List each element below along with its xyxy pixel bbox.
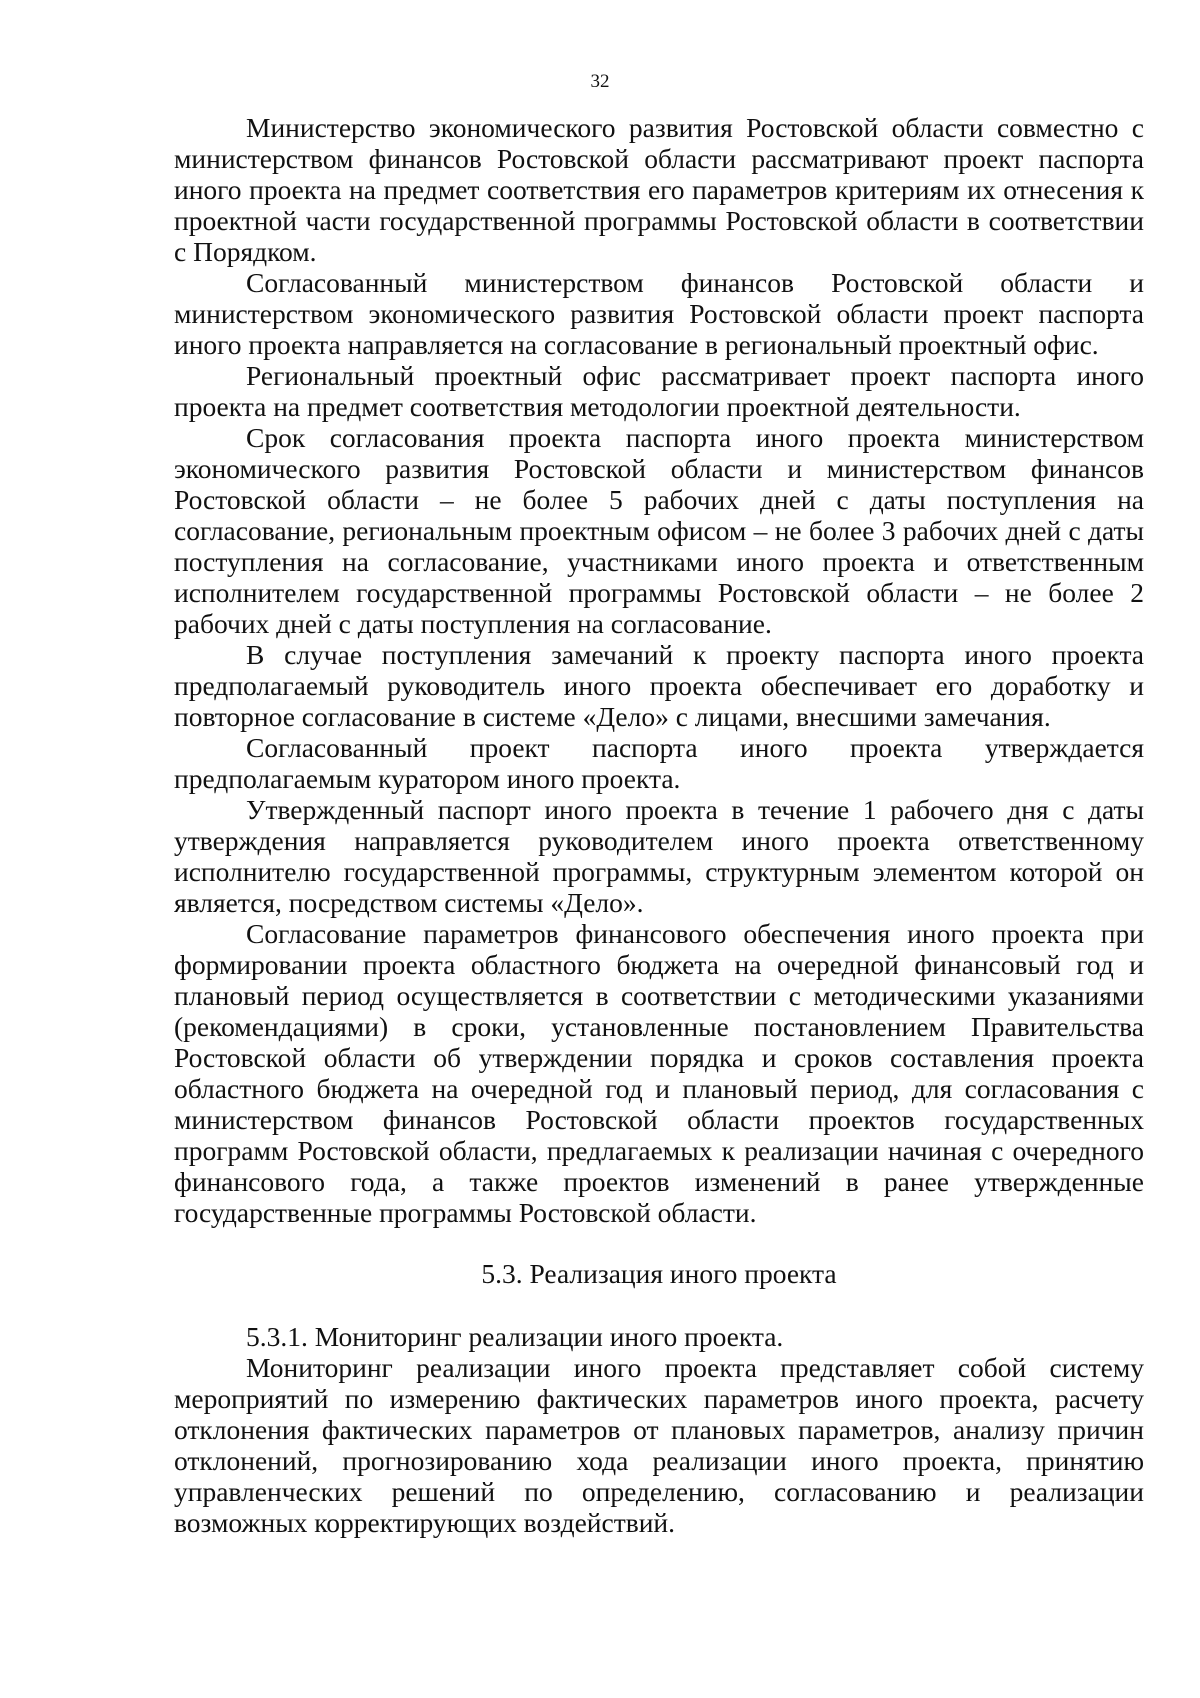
paragraph-remarks: В случае поступления замечаний к проекту паспорта иного проекта предполагаемый руководитель иного проекта обеспечивает его доработку и повторное согласование в системе «Дело» с лицами, внесшими замечания.: [174, 639, 1144, 732]
section-heading: 5.3. Реализация иного проекта: [481, 1258, 837, 1289]
paragraph-approval-terms: Срок согласования проекта паспорта иного проекта министерством экономического развития Ростовской области и министерством финансов Ростовской области – не более 5 рабочих дней с даты поступления на согласование, региональным проектным офисом – не более 3 рабочих дней с даты поступления на согласование, участниками иного проекта и ответственным исполнителем государственной программы Ростовской области – не более 2 рабочих дней с даты поступления на согласование.: [174, 422, 1144, 639]
paragraph-ministry-review: Министерство экономического развития Ростовской области совместно с министерством финансов Ростовской области рассматривают проект паспорта иного проекта на предмет соответствия его параметров критериям их отнесения к проектной части государственной программы Ростовской области в соответствии с Порядком.: [174, 112, 1144, 267]
paragraph-approved-to-office: Согласованный министерством финансов Ростовской области и министерством экономического развития Ростовской области проект паспорта иного проекта направляется на согласование в региональный проектный офис.: [174, 267, 1144, 360]
paragraph-regional-office-review: Региональный проектный офис рассматривает проект паспорта иного проекта на предмет соответствия методологии проектной деятельности.: [174, 360, 1144, 422]
paragraph-monitoring-definition: Мониторинг реализации иного проекта представляет собой систему мероприятий по измерению фактических параметров иного проекта, расчету отклонения фактических параметров от плановых параметров, анализу причин отклонений, прогнозированию хода реализации иного проекта, принятию управленческих решений по определению, согласованию и реализации возможных корректирующих воздействий.: [174, 1352, 1144, 1538]
page-number: 32: [590, 71, 610, 92]
subsection-heading: 5.3.1. Мониторинг реализации иного проекта.: [246, 1321, 784, 1352]
paragraph-financial-approval: Согласование параметров финансового обеспечения иного проекта при формировании проекта областного бюджета на очередной финансовый год и плановый период осуществляется в соответствии с методическими указаниями (рекомендациями) в сроки, установленные постановлением Правительства Ростовской области об утверждении порядка и сроков составления проекта областного бюджета на очередной год и плановый период, для согласования с министерством финансов Ростовской области проектов государственных программ Ростовской области, предлагаемых к реализации начиная с очередного финансового года, а также проектов изменений в ранее утвержденные государственные программы Ростовской области.: [174, 918, 1144, 1228]
document-body: [174, 112, 1144, 1538]
paragraph-passport-sending: Утвержденный паспорт иного проекта в течение 1 рабочего дня с даты утверждения направляется руководителем иного проекта ответственному исполнителю государственной программы, структурным элементом которой он является, посредством системы «Дело».: [174, 794, 1144, 918]
paragraph-curator-approval: Согласованный проект паспорта иного проекта утверждается предполагаемым куратором иного проекта.: [174, 732, 1144, 794]
